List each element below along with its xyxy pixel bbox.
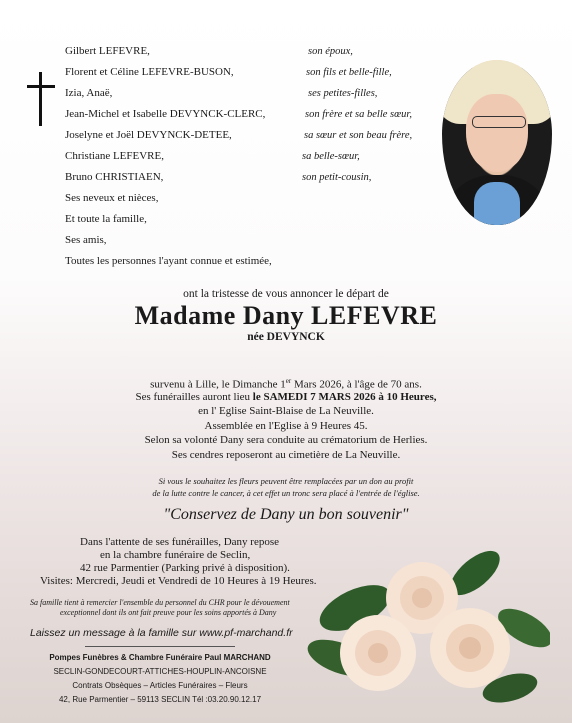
rest-notice: 42 rue Parmentier (Parking privé à disposition). bbox=[80, 562, 290, 574]
rest-notice: en la chambre funéraire de Seclin, bbox=[100, 549, 251, 561]
family-name: Jean-Michel et Isabelle DEVYNCK-CLERC, bbox=[65, 108, 266, 120]
ashes: Ses cendres reposeront au cimetière de La Neuville. bbox=[171, 449, 401, 461]
roses-image bbox=[300, 548, 550, 718]
flowers-note: Si vous le souhaitez les fleurs peuvent être remplacées par un don au profit bbox=[158, 476, 414, 486]
thanks-note: Sa famille tient à remercier l'ensemble du personnel du CHR pour le dévouement bbox=[30, 598, 290, 607]
family-relation: ses petites-filles, bbox=[308, 88, 378, 99]
family-relation: son époux, bbox=[308, 46, 353, 57]
death-details: survenu à Lille, le Dimanche 1er Mars 2026, à l'âge de 70 ans. bbox=[150, 377, 422, 391]
family-relation: son petit-cousin, bbox=[302, 172, 372, 183]
family-name: Florent et Céline LEFEVRE-BUSON, bbox=[65, 66, 234, 78]
visiting-hours: Visites: Mercredi, Jeudi et Vendredi de 10 Heures à 19 Heures. bbox=[40, 575, 317, 587]
family-name: Ses neveux et nièces, bbox=[65, 192, 159, 204]
quote: "Conservez de Dany un bon souvenir" bbox=[163, 506, 409, 523]
rest-notice: Dans l'attente de ses funérailles, Dany repose bbox=[80, 536, 279, 548]
family-name: Ses amis, bbox=[65, 234, 107, 246]
funeral-company-services: Contrats Obsèques – Articles Funéraires – Fleurs bbox=[72, 681, 248, 690]
flowers-note: de la lutte contre le cancer, à cet effet un tronc sera placé à l'entrée de l'église. bbox=[152, 488, 420, 498]
family-relation: sa sœur et son beau frère, bbox=[304, 130, 413, 141]
thanks-note: exceptionnel dont ils ont fait preuve pour les soins apportés à Dany bbox=[60, 608, 277, 617]
family-relation: son frère et sa belle sœur, bbox=[305, 109, 412, 120]
deceased-name: Madame Dany LEFEVRE bbox=[134, 301, 438, 330]
family-relation: sa belle-sœur, bbox=[302, 151, 360, 162]
family-name: Bruno CHRISTIAEN, bbox=[65, 171, 164, 183]
divider bbox=[85, 646, 235, 647]
family-name: Gilbert LEFEVRE, bbox=[65, 45, 150, 57]
family-name: Toutes les personnes l'ayant connue et estimée, bbox=[65, 255, 272, 267]
family-name: Joselyne et Joël DEVYNCK-DETEE, bbox=[65, 129, 232, 141]
maiden-name: née DEVYNCK bbox=[247, 331, 325, 343]
assembly-time: Assemblée en l'Eglise à 9 Heures 45. bbox=[204, 420, 368, 432]
funeral-company-towns: SECLIN-GONDECOURT-ATTICHES-HOUPLIN-ANCOISNE bbox=[53, 667, 267, 676]
message-link[interactable]: Laissez un message à la famille sur www.pf-marchand.fr bbox=[30, 627, 293, 639]
family-relation: son fils et belle-fille, bbox=[306, 67, 392, 78]
announcement: ont la tristesse de vous annoncer le départ de bbox=[183, 288, 389, 300]
portrait-photo bbox=[442, 60, 552, 225]
family-name: Et toute la famille, bbox=[65, 213, 147, 225]
funeral-company-name: Pompes Funèbres & Chambre Funéraire Paul MARCHAND bbox=[49, 653, 271, 662]
funeral-company-address: 42, Rue Parmentier – 59113 SECLIN Tél :03.20.90.12.17 bbox=[58, 695, 262, 704]
family-name: Izia, Anaë, bbox=[65, 87, 113, 99]
family-name: Christiane LEFEVRE, bbox=[65, 150, 164, 162]
church: en l' Eglise Saint-Blaise de La Neuville. bbox=[198, 405, 374, 417]
crematorium: Selon sa volonté Dany sera conduite au crématorium de Herlies. bbox=[144, 434, 428, 446]
funeral-date: Ses funérailles auront lieu le SAMEDI 7 MARS 2026 à 10 Heures, bbox=[135, 391, 437, 403]
